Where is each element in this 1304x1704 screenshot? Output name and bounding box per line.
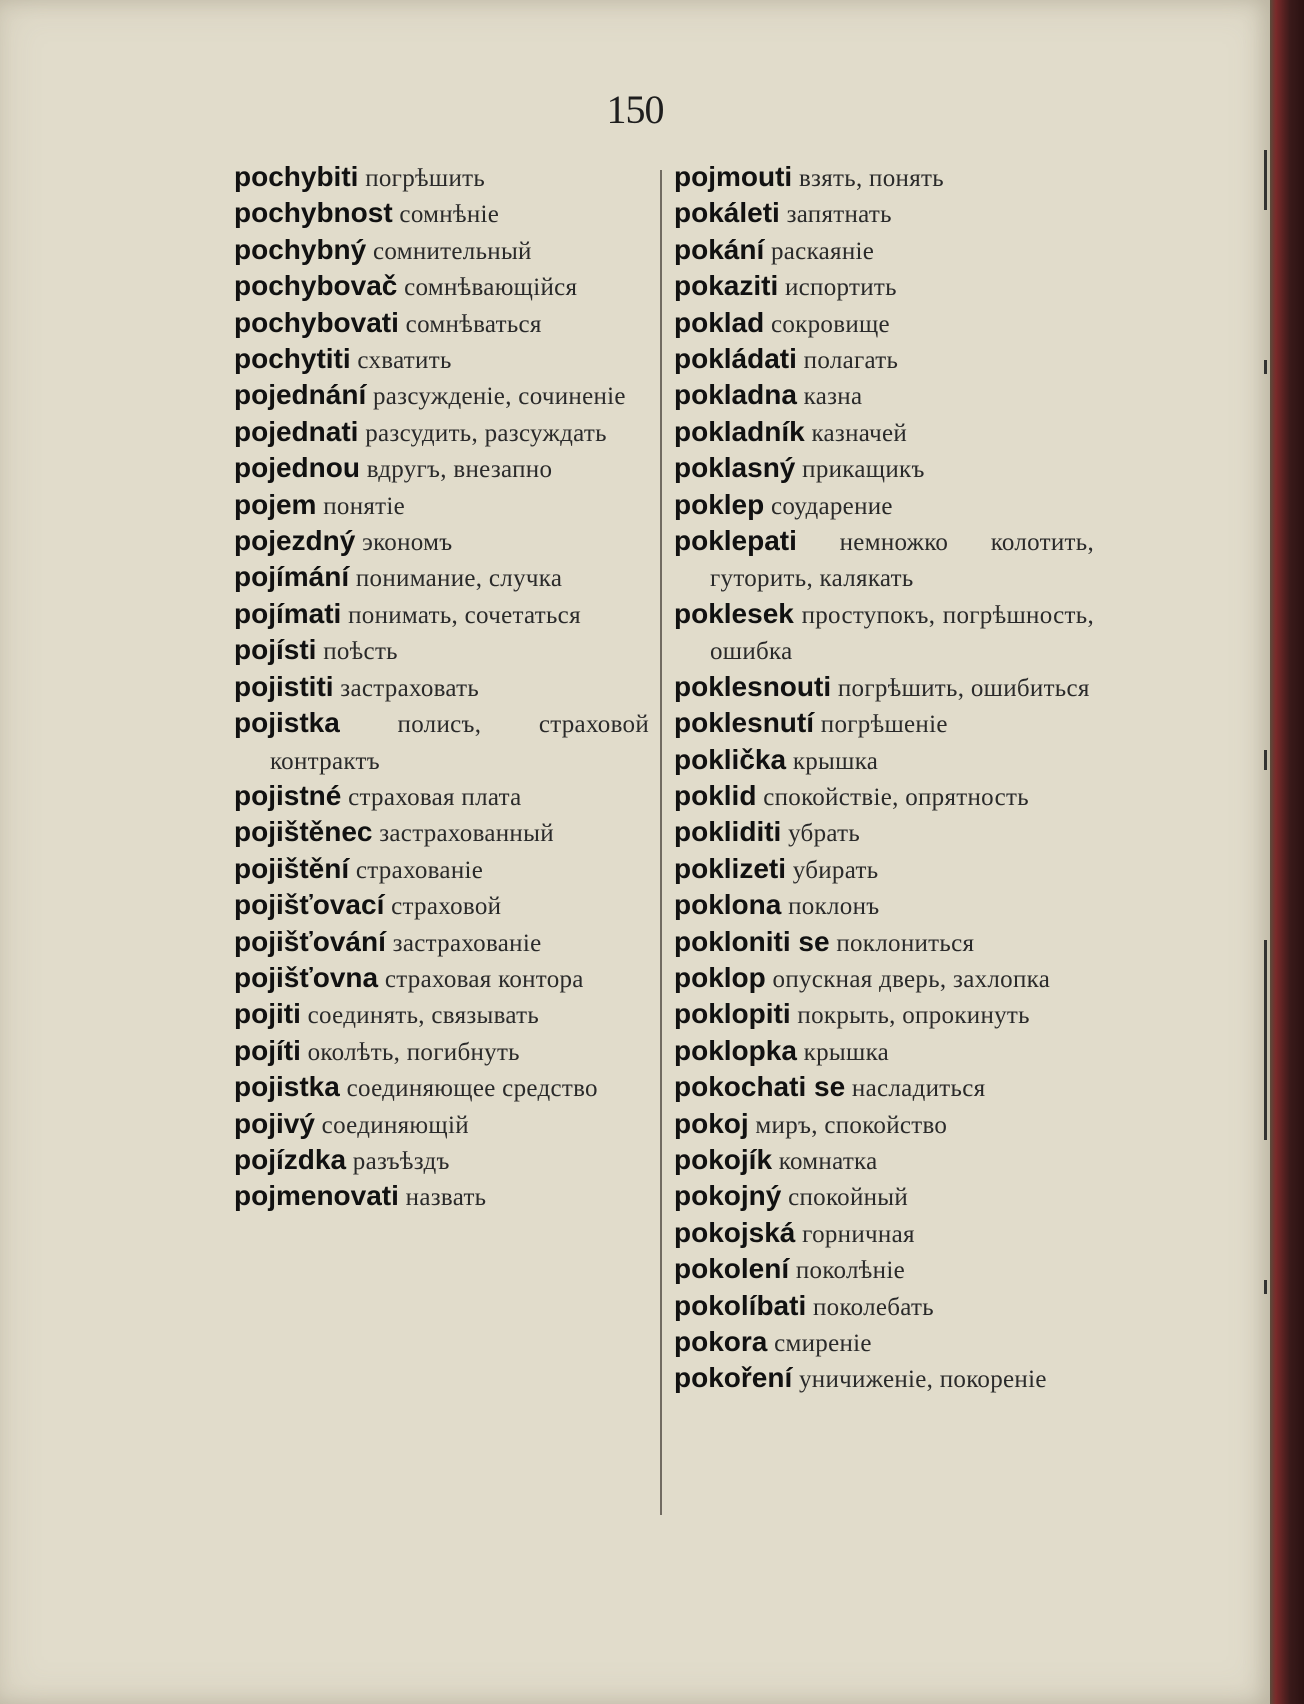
entry-translation: погрѣшить, ошибиться — [837, 674, 1090, 702]
entry-headword: pochybný — [234, 233, 367, 265]
entry-translation: спокойный — [788, 1184, 909, 1212]
dictionary-entry — [674, 233, 1094, 269]
entry-translation: поклониться — [836, 929, 975, 957]
dictionary-entry — [234, 633, 649, 669]
entry-translation: взять, понять — [798, 165, 944, 192]
dictionary-entry — [674, 925, 1094, 961]
entry-translation: экономъ — [362, 529, 453, 557]
entry-headword: pojivý — [234, 1107, 315, 1139]
dictionary-entry — [674, 1070, 1094, 1106]
dictionary-entry — [674, 160, 1094, 196]
right-column — [674, 160, 1094, 1398]
entry-translation: комнатка — [778, 1147, 878, 1175]
column-divider — [660, 170, 662, 1515]
dictionary-entry — [674, 597, 1094, 670]
book-gutter — [1270, 0, 1304, 1704]
entry-translation: поѣсть — [323, 638, 398, 666]
dictionary-entry — [674, 1289, 1094, 1325]
margin-mark — [1264, 1280, 1267, 1294]
dictionary-entry — [674, 743, 1094, 779]
entry-headword: pokolíbati — [674, 1289, 807, 1321]
page-number: 150 — [606, 87, 664, 132]
dictionary-entry — [234, 1070, 649, 1106]
dictionary-entry — [674, 524, 1094, 597]
entry-translation: прикащикъ — [802, 456, 925, 484]
entry-translation: поклонъ — [788, 893, 880, 921]
entry-headword: pokoření — [674, 1362, 793, 1394]
entry-headword: poklesnutí — [674, 707, 815, 739]
dictionary-entry — [674, 1325, 1094, 1361]
entry-headword: poklopiti — [674, 998, 791, 1030]
dictionary-entry — [674, 1107, 1094, 1143]
entry-translation: сомнѣніе — [399, 201, 500, 229]
entry-headword: poklesnouti — [674, 670, 832, 702]
entry-headword: poklepati — [674, 525, 797, 557]
entry-translation: горничная — [802, 1220, 915, 1248]
entry-translation: смиреніе — [774, 1330, 872, 1357]
left-column — [234, 160, 649, 1216]
dictionary-entry — [674, 269, 1094, 305]
dictionary-entry — [234, 378, 649, 414]
dictionary-entry — [234, 888, 649, 924]
entry-headword: poklona — [674, 889, 782, 921]
entry-headword: pojímati — [234, 597, 342, 629]
dictionary-entry — [234, 1034, 649, 1070]
dictionary-entry — [234, 451, 649, 487]
entry-translation: сомнительный — [372, 237, 532, 265]
entry-headword: poklad — [674, 306, 765, 338]
dictionary-entry — [234, 925, 649, 961]
entry-headword: pochybiti — [234, 161, 359, 192]
entry-translation: застрахованіе — [392, 929, 542, 957]
entry-translation: понимание, случка — [355, 565, 563, 593]
entry-headword: pojišťování — [234, 925, 386, 957]
dictionary-entry — [674, 451, 1094, 487]
dictionary-entry — [674, 196, 1094, 232]
entry-headword: pokojská — [674, 1216, 796, 1248]
dictionary-entry — [234, 306, 649, 342]
entry-translation: проступокъ, погрѣшность, ошибка — [710, 601, 1094, 666]
entry-headword: pojištěnec — [234, 816, 373, 848]
entry-headword: pojiti — [234, 998, 301, 1030]
entry-headword: poklizeti — [674, 852, 787, 884]
entry-translation: понятіе — [323, 492, 406, 520]
dictionary-entry — [674, 779, 1094, 815]
entry-headword: pokladna — [674, 379, 797, 411]
entry-translation: схватить — [357, 347, 452, 375]
entry-headword: pokládati — [674, 343, 797, 375]
entry-headword: pokloniti se — [674, 925, 830, 957]
entry-headword: pochybovač — [234, 270, 398, 302]
dictionary-entry — [234, 597, 649, 633]
dictionary-entry — [234, 779, 649, 815]
entry-headword: pokliditi — [674, 816, 782, 848]
dictionary-entry — [674, 1216, 1094, 1252]
entry-translation: сокровище — [770, 310, 890, 338]
entry-translation: раскаяніе — [770, 237, 875, 265]
entry-translation: разсужденіе, сочиненіе — [372, 383, 626, 411]
entry-headword: pojem — [234, 488, 317, 520]
entry-translation: немножко колотить, гуторить, калякать — [710, 529, 1094, 593]
dictionary-entry — [234, 269, 649, 305]
entry-headword: pojištění — [234, 852, 350, 884]
entry-translation: застрахованный — [379, 820, 554, 848]
entry-headword: poklep — [674, 488, 765, 520]
entry-translation: крышка — [803, 1038, 890, 1066]
entry-headword: pokoj — [674, 1107, 749, 1139]
entry-headword: pojistiti — [234, 670, 334, 702]
entry-translation: насладиться — [851, 1075, 986, 1103]
entry-translation: казначей — [811, 419, 908, 447]
margin-mark — [1264, 150, 1267, 210]
dictionary-entry — [674, 378, 1094, 414]
entry-headword: pokladník — [674, 415, 805, 447]
entry-headword: pojímání — [234, 561, 350, 593]
entry-translation: соединяющее средство — [346, 1075, 598, 1103]
entry-translation: околѣть, погибнуть — [307, 1038, 520, 1066]
entry-headword: pojistka — [234, 1071, 340, 1103]
entry-headword: poklopka — [674, 1034, 797, 1066]
entry-headword: pochytiti — [234, 343, 351, 375]
entry-headword: pokora — [674, 1326, 768, 1357]
entry-headword: pojízdka — [234, 1143, 347, 1175]
dictionary-entry — [674, 706, 1094, 742]
entry-headword: pokání — [674, 233, 765, 265]
dictionary-entry — [234, 961, 649, 997]
dictionary-entry — [234, 233, 649, 269]
entry-translation: испортить — [784, 274, 897, 302]
entry-translation: разъѣздъ — [352, 1147, 450, 1175]
entry-headword: pokolení — [674, 1253, 790, 1285]
entry-translation: поколѣніе — [795, 1257, 905, 1285]
dictionary-entry — [674, 815, 1094, 851]
entry-headword: pokaziti — [674, 270, 779, 302]
entry-headword: pojísti — [234, 634, 317, 666]
entry-translation: миръ, спокойство — [755, 1111, 948, 1139]
entry-translation: соединяющій — [321, 1111, 469, 1139]
entry-headword: pojednati — [234, 415, 359, 447]
entry-translation: казна — [803, 383, 863, 411]
dictionary-entry — [674, 997, 1094, 1033]
entry-headword: pochybovati — [234, 306, 399, 338]
dictionary-entry — [674, 1034, 1094, 1070]
entry-translation: понимать, сочетаться — [348, 601, 581, 629]
entry-translation: соударение — [770, 492, 893, 520]
dictionary-entry — [234, 488, 649, 524]
entry-translation: крышка — [792, 747, 879, 775]
dictionary-entry — [234, 815, 649, 851]
entry-headword: pojišťovací — [234, 889, 385, 921]
entry-translation: вдругъ, внезапно — [366, 456, 553, 484]
entry-translation: погрѣшеніе — [820, 711, 948, 739]
entry-headword: pochybnost — [234, 197, 393, 229]
dictionary-entry — [234, 160, 649, 196]
entry-headword: pojezdný — [234, 525, 356, 557]
entry-headword: pojistka — [234, 707, 340, 739]
entry-translation: запятнать — [786, 201, 892, 229]
entry-translation: страховая контора — [384, 965, 584, 993]
dictionary-entry — [234, 670, 649, 706]
dictionary-entry — [234, 997, 649, 1033]
entry-headword: poklop — [674, 961, 766, 993]
dictionary-entry — [234, 342, 649, 378]
entry-translation: страховая плата — [348, 783, 522, 811]
entry-translation: застраховать — [340, 674, 480, 702]
entry-translation: сомнѣваться — [405, 310, 542, 338]
entry-headword: pojednání — [234, 379, 367, 411]
entry-translation: опускная дверь, захлопка — [772, 965, 1051, 993]
dictionary-entry — [674, 1361, 1094, 1397]
dictionary-entry — [674, 1252, 1094, 1288]
dictionary-entry — [674, 888, 1094, 924]
dictionary-entry — [674, 415, 1094, 451]
dictionary-entry — [674, 306, 1094, 342]
entry-translation: уничиженіе, покореніе — [798, 1366, 1047, 1394]
dictionary-entry — [234, 560, 649, 596]
dictionary-entry — [674, 1143, 1094, 1179]
dictionary-entry — [234, 1179, 649, 1215]
dictionary-entry — [234, 415, 649, 451]
dictionary-entry — [674, 342, 1094, 378]
dictionary-entry — [234, 196, 649, 232]
entry-headword: pojednou — [234, 452, 360, 484]
entry-translation: страхованіе — [355, 856, 484, 884]
entry-translation: сомнѣвающійся — [404, 274, 578, 302]
entry-headword: pojíti — [234, 1034, 301, 1066]
entry-translation: спокойствіе, опрятность — [763, 783, 1029, 811]
entry-translation: погрѣшить — [365, 165, 486, 192]
margin-mark — [1264, 360, 1267, 374]
entry-headword: pokáleti — [674, 197, 780, 229]
entry-translation: покрыть, опрокинуть — [797, 1002, 1030, 1030]
margin-marks — [1262, 150, 1270, 1550]
dictionary-entry — [674, 852, 1094, 888]
entry-headword: poklička — [674, 743, 787, 775]
entry-headword: pokojík — [674, 1143, 773, 1175]
margin-mark — [1264, 750, 1267, 770]
entry-headword: pokochati se — [674, 1071, 846, 1103]
entry-translation: назвать — [405, 1184, 487, 1212]
dictionary-entry — [234, 524, 649, 560]
dictionary-entry — [674, 488, 1094, 524]
dictionary-entry — [234, 1143, 649, 1179]
entry-translation: убирать — [792, 856, 879, 884]
entry-translation: полисъ, страховой контрактъ — [270, 711, 650, 775]
dictionary-entry — [674, 670, 1094, 706]
entry-translation: разсудить, разсуждать — [365, 419, 607, 447]
entry-headword: poklesek — [674, 597, 794, 629]
entry-headword: poklasný — [674, 452, 796, 484]
dictionary-entry — [674, 961, 1094, 997]
entry-translation: полагать — [803, 347, 899, 375]
entry-headword: pojišťovna — [234, 961, 379, 993]
dictionary-entry — [234, 1107, 649, 1143]
entry-headword: pojmouti — [674, 161, 793, 192]
entry-translation: соединять, связывать — [307, 1002, 540, 1030]
entry-translation: поколебать — [812, 1293, 934, 1321]
dictionary-entry — [674, 1179, 1094, 1215]
dictionary-entry — [234, 706, 649, 779]
margin-mark — [1264, 940, 1267, 1140]
entry-headword: pojmenovati — [234, 1180, 399, 1212]
entry-headword: poklid — [674, 779, 757, 811]
entry-translation: страховой — [391, 893, 502, 921]
entry-translation: убрать — [788, 820, 861, 848]
dictionary-entry — [234, 852, 649, 888]
entry-headword: pokojný — [674, 1180, 782, 1212]
entry-headword: pojistné — [234, 779, 342, 811]
